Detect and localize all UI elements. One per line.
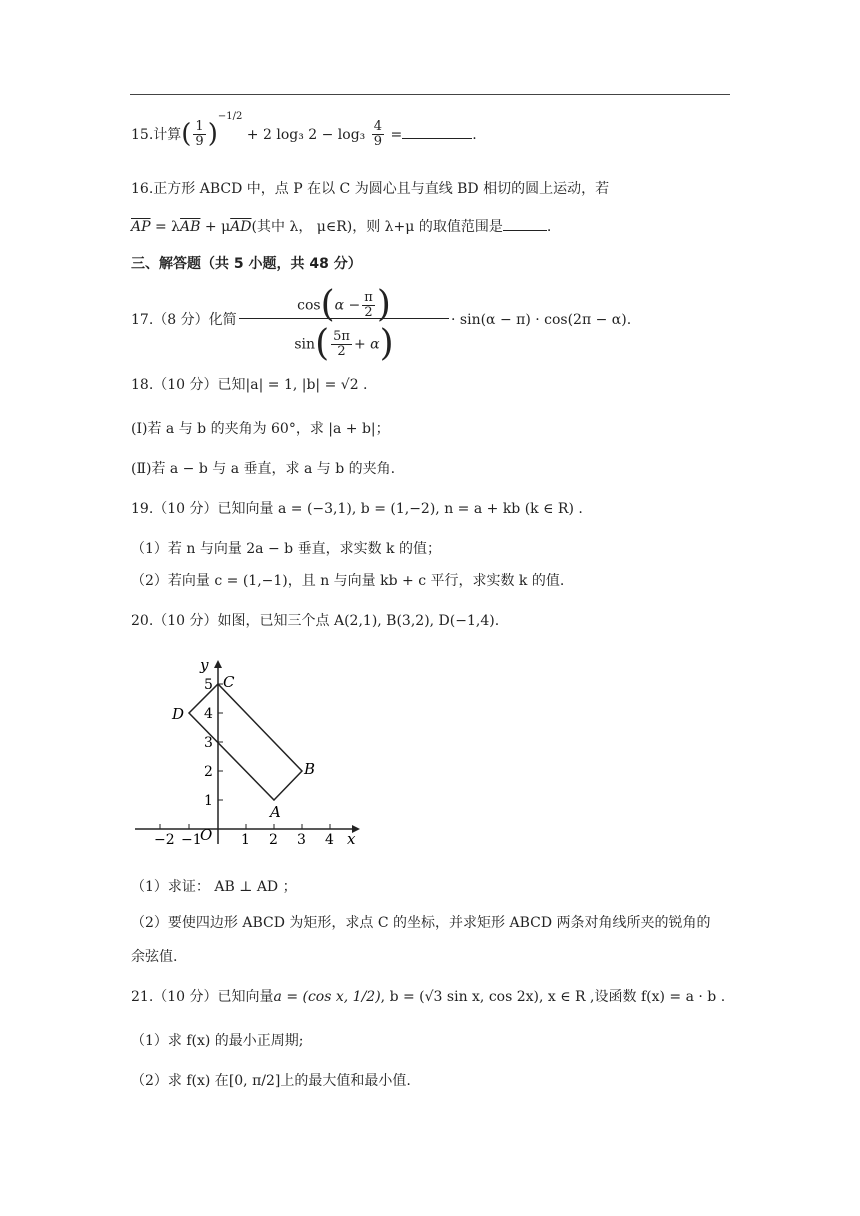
point-b-label: B bbox=[304, 760, 316, 778]
section-heading: 三、解答题（共 5 小题，共 48 分） bbox=[131, 256, 362, 272]
question-21-part1: （1）求 f(x) 的最小正周期; bbox=[131, 1033, 304, 1049]
question-16-line1: 16.正方形 ABCD 中，点 P 在以 C 为圆心且与直线 BD 相切的圆上运动，若 bbox=[131, 181, 610, 197]
question-16-line2: $\overline{AP} = \lambda\overline{AB} + \mu\overline{AD}$(其中 λ， μ∈R)，则 λ+μ 的取值范围是 . bbox=[131, 219, 552, 235]
y-tick-label: 3 bbox=[204, 735, 213, 751]
x-axis-label: x bbox=[347, 830, 356, 848]
x-tick-label: 3 bbox=[297, 832, 306, 848]
question-18-part2: (Ⅱ)若 a − b 与 a 垂直，求 a 与 b 的夹角. bbox=[131, 461, 396, 477]
y-tick-label: 4 bbox=[204, 706, 213, 722]
question-20-part2-line2: 余弦值. bbox=[131, 949, 178, 965]
y-tick-label: 5 bbox=[204, 677, 213, 693]
answer-blank[interactable] bbox=[402, 138, 472, 139]
question-19-part1: （1）若 n 与向量 2a − b 垂直，求实数 k 的值； bbox=[131, 541, 441, 557]
point-a-label: A bbox=[270, 803, 281, 821]
question-20-part1: （1）求证： AB ⊥ AD ； bbox=[131, 879, 297, 895]
x-tick-label: 2 bbox=[269, 832, 278, 848]
point-c-label: C bbox=[223, 673, 235, 691]
question-19: 19.（10 分）已知向量 a = (−3,1), b = (1,−2), n = a + kb (k ∈ R) . bbox=[131, 501, 583, 517]
y-axis-arrow bbox=[214, 660, 222, 668]
point-d-label: D bbox=[172, 705, 185, 723]
y-tick-label: 1 bbox=[204, 793, 213, 809]
header-rule bbox=[130, 94, 730, 95]
question-19-part2: （2）若向量 c = (1,−1)，且 n 与向量 kb + c 平行，求实数 k 的值. bbox=[131, 573, 565, 589]
x-tick-label: 1 bbox=[241, 832, 250, 848]
question-18: 18.（10 分）已知|a| = 1, |b| = √2 . bbox=[131, 377, 368, 393]
question-20: 20.（10 分）如图，已知三个点 A(2,1), B(3,2), D(−1,4). bbox=[131, 613, 500, 629]
q17-fraction: cos(α − $\frac{\pi}{2}$ ) sin( $\frac{5\pi}{2}$ + α) bbox=[239, 282, 449, 357]
question-18-part1: (Ⅰ)若 a 与 b 的夹角为 60°，求 |a + b|； bbox=[131, 421, 390, 437]
y-axis-label: y bbox=[200, 656, 209, 674]
origin-label: O bbox=[200, 826, 213, 844]
y-tick-label: 2 bbox=[204, 764, 213, 780]
question-15: 15.计算( $\frac{1}{9}$ )$^{-1/2}$ + 2 log₃ 2 − log₃ $\frac{4}{9}$ = . bbox=[131, 111, 477, 150]
x-tick-label: −1 bbox=[181, 832, 202, 848]
coordinate-figure bbox=[130, 652, 370, 852]
x-tick-label: 4 bbox=[325, 832, 334, 848]
x-tick-label: −2 bbox=[154, 832, 175, 848]
answer-blank[interactable] bbox=[503, 230, 547, 231]
question-20-part2-line1: （2）要使四边形 ABCD 为矩形，求点 C 的坐标，并求矩形 ABCD 两条对角线所夹的锐角的 bbox=[131, 915, 711, 931]
fraction-one-ninth: $\frac{1}{9}$ bbox=[195, 119, 204, 150]
question-21: 21.（10 分）已知向量a = (cos x, 1/2), b = (√3 sin x, cos 2x), x ∈ R ,设函数 f(x) = a · b . bbox=[131, 989, 726, 1005]
question-21-part2: （2）求 f(x) 在[0, π/2]上的最大值和最小值. bbox=[131, 1073, 411, 1089]
